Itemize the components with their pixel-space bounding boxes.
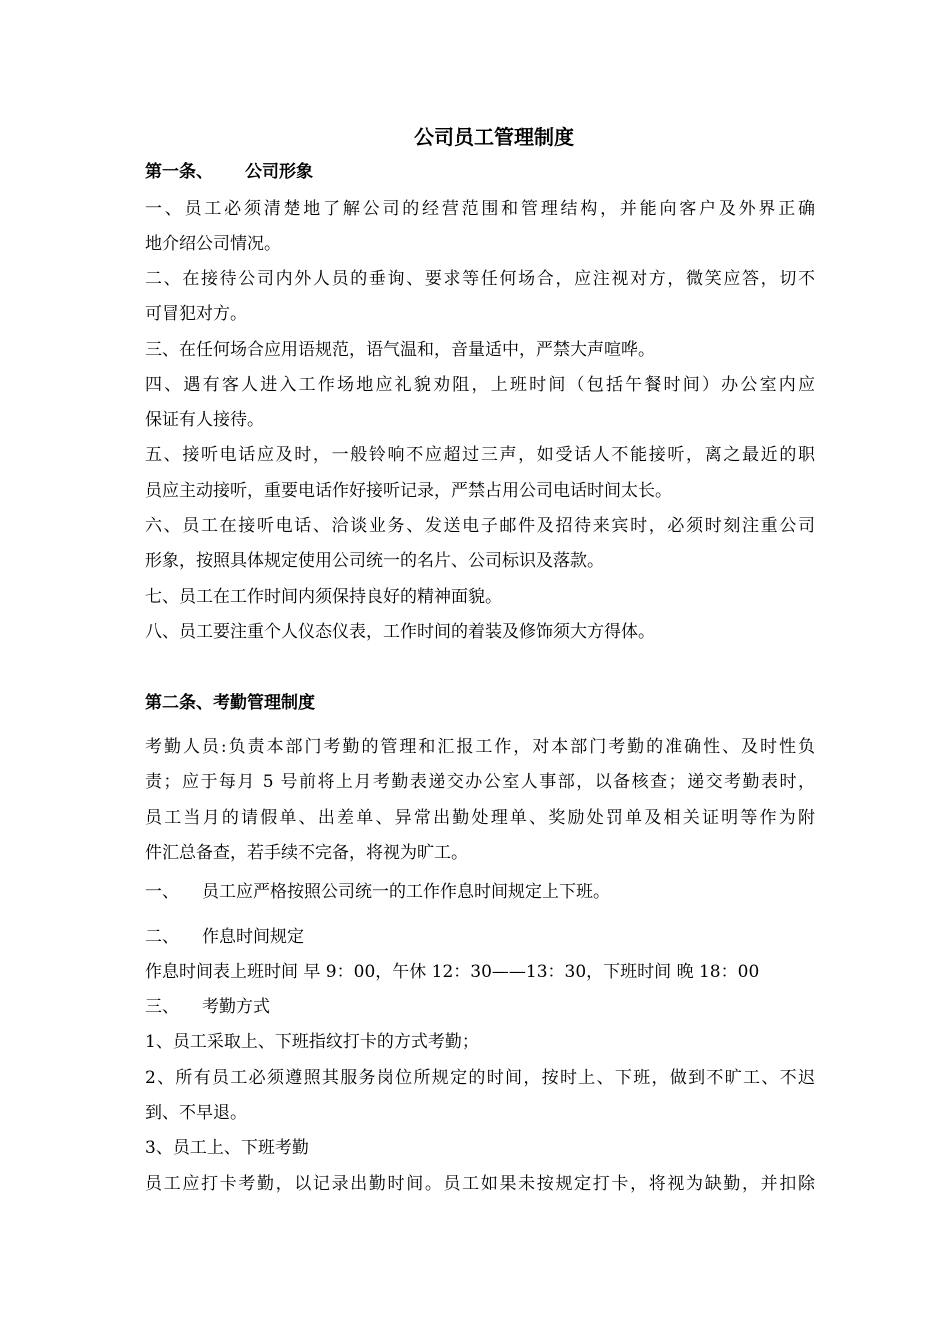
section2-heading: 第二条、考勤管理制度 [145,693,315,713]
section2-intro-line-4: 件汇总备查，若手续不完备，将视为旷工。 [145,843,468,863]
section2-intro-line-1: 考勤人员:负责本部门考勤的管理和汇报工作，对本部门考勤的准确性、及时性负 [145,737,815,757]
section1-line-6: 四、遇有客人进入工作场地应礼貌劝阻，上班时间（包括午餐时间）办公室内应 [145,375,815,395]
section2-intro-line-2: 责；应于每月 5 号前将上月考勤表递交办公室人事部，以备核查；递交考勤表时， [145,772,815,792]
section1-line-7: 保证有人接待。 [145,410,264,430]
section1-line-12: 七、员工在工作时间内须保持良好的精神面貌。 [145,587,502,607]
section1-line-13: 八、员工要注重个人仪态仪表，工作时间的着装及修饰须大方得体。 [145,622,655,642]
schedule-line: 作息时间表上班时间 早 9：00，午休 12：30——13：30，下班时间 晚 18：00 [145,962,760,982]
section1-line-4: 可冒犯对方。 [145,304,247,324]
section1-line-11: 形象，按照具体规定使用公司统一的名片、公司标识及落款。 [145,551,604,571]
section2-item-3 [145,995,815,1019]
item-2-text: 作息时间规定 [202,927,304,947]
section1-line-1: 一、员工必须清楚地了解公司的经营范围和管理结构，并能向客户及外界正确 [145,199,815,219]
section1-number: 第一条、 [145,162,213,182]
section1-heading [145,160,815,184]
item-3-number: 三、 [145,997,179,1017]
section2-intro-line-3: 员工当月的请假单、出差单、异常出勤处理单、奖励处罚单及相关证明等作为附 [145,808,815,828]
item-1-text: 员工应严格按照公司统一的工作作息时间规定上下班。 [202,882,610,902]
section2-item-1 [145,880,815,904]
document-title: 公司员工管理制度 [414,125,574,149]
section1-title: 公司形象 [245,162,313,182]
item-1-number: 一、 [145,882,179,902]
rule-1: 1、员工采取上、下班指纹打卡的方式考勤； [145,1032,479,1052]
rule-2-line-1: 2、所有员工必须遵照其服务岗位所规定的时间，按时上、下班，做到不旷工、不迟 [145,1068,815,1088]
section1-line-3: 二、在接待公司内外人员的垂询、要求等任何场合，应注视对方，微笑应答，切不 [145,269,815,289]
section1-line-2: 地介绍公司情况。 [145,234,281,254]
last-line: 员工应打卡考勤，以记录出勤时间。员工如果未按规定打卡，将视为缺勤，并扣除 [145,1174,815,1194]
section1-line-9: 员应主动接听，重要电话作好接听记录，严禁占用公司电话时间太长。 [145,481,672,501]
item-2-number: 二、 [145,927,179,947]
item-3-text: 考勤方式 [202,997,270,1017]
rule-3: 3、员工上、下班考勤 [145,1138,309,1158]
rule-2-line-2: 到、不早退。 [145,1103,247,1123]
section2-item-2 [145,925,815,949]
section1-line-8: 五、接听电话应及时，一般铃响不应超过三声，如受话人不能接听，离之最近的职 [145,445,815,465]
section1-line-5: 三、在任何场合应用语规范，语气温和，音量适中，严禁大声喧哗。 [145,340,655,360]
section1-line-10: 六、员工在接听电话、洽谈业务、发送电子邮件及招待来宾时，必须时刻注重公司 [145,516,815,536]
